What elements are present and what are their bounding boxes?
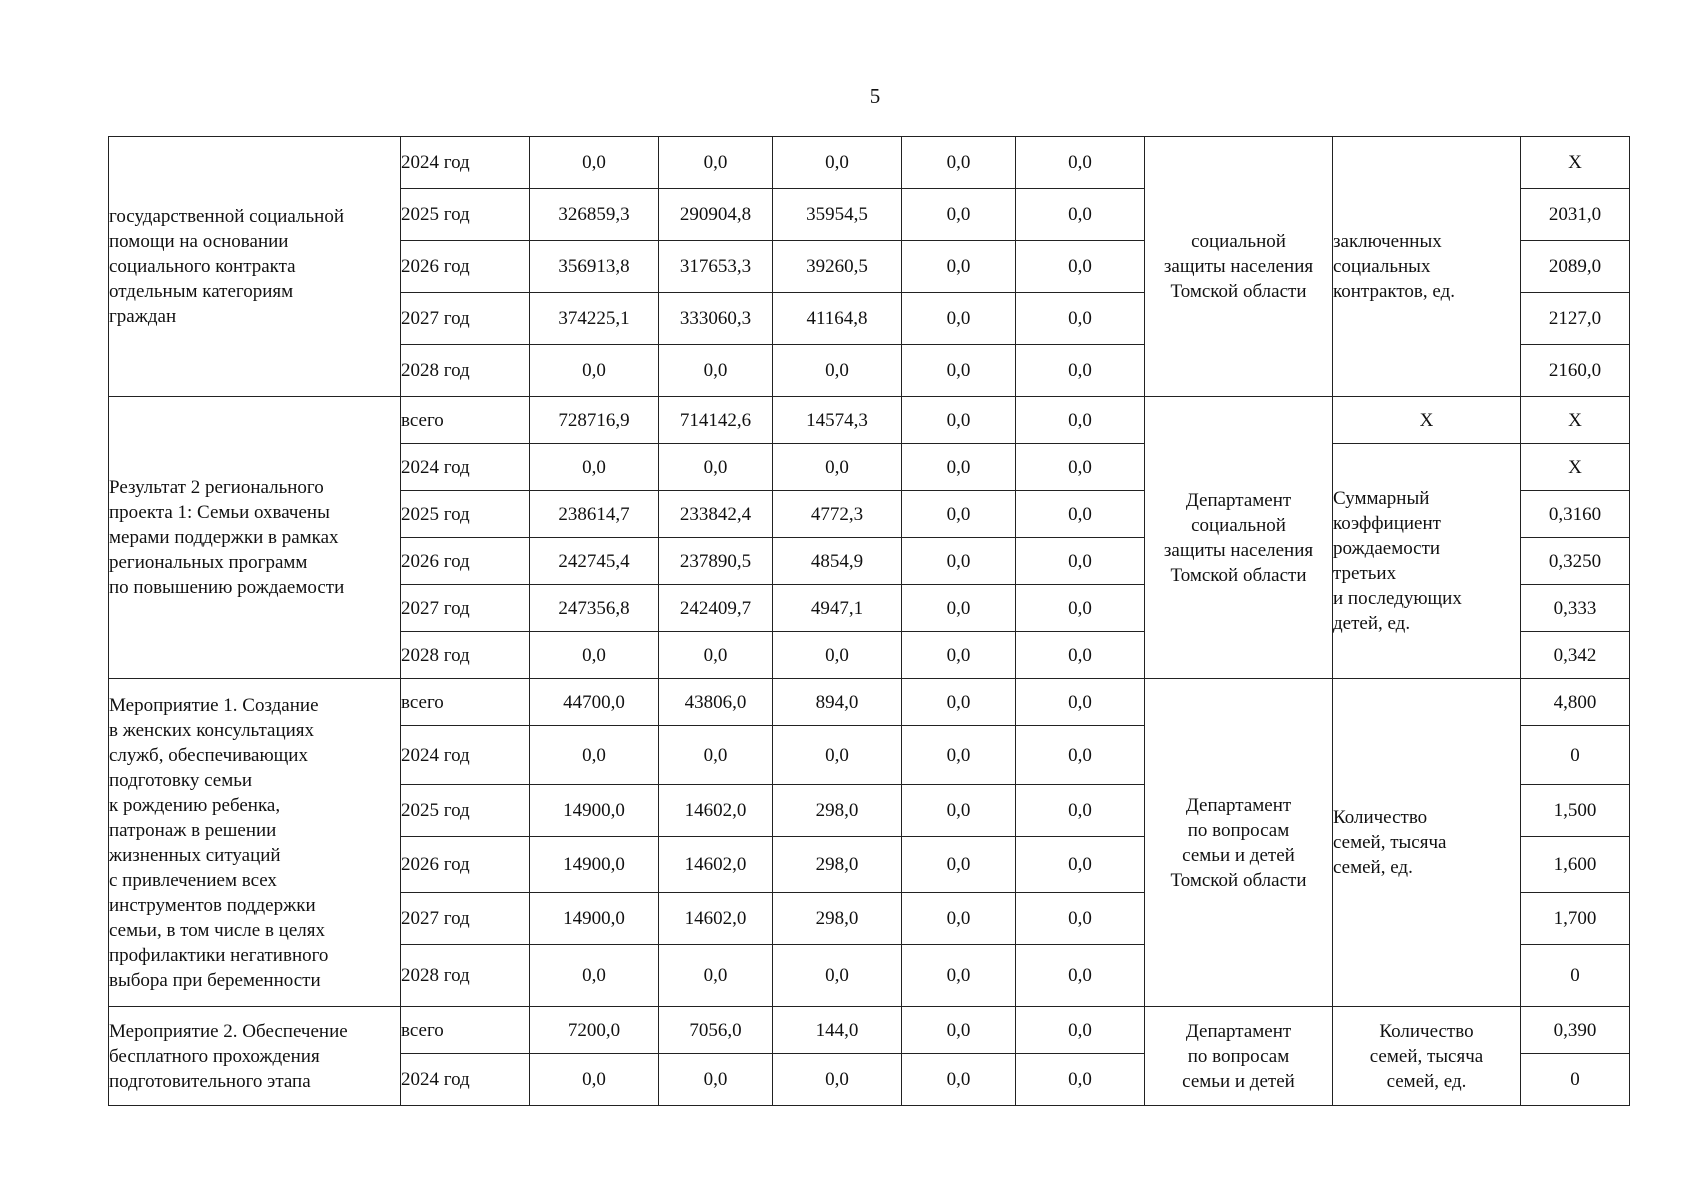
amount-cell-2: 242409,7 [659,585,773,632]
target-value-cell: 1,500 [1521,785,1630,837]
text-line: рождаемости [1333,538,1441,559]
text-line: Томской области [1170,869,1307,891]
period-cell: всего [401,1007,530,1054]
target-value-cell: 0,390 [1521,1007,1630,1054]
amount-cell-3: 0,0 [773,726,902,785]
amount-cell-4: 0,0 [902,632,1016,679]
text-line: Мероприятие 1. Создание [109,694,319,716]
amount-cell-3: 4947,1 [773,585,902,632]
amount-cell-5: 0,0 [1016,538,1145,585]
amount-cell-2: 14602,0 [659,893,773,945]
target-value-cell: 0,3160 [1521,491,1630,538]
amount-cell-1: 326859,3 [530,189,659,241]
indicator-name [1333,137,1521,397]
text-line: Департамент [1185,1020,1292,1042]
target-value-cell: 2089,0 [1521,241,1630,293]
amount-cell-1: 0,0 [530,444,659,491]
amount-cell-1: 356913,8 [530,241,659,293]
text-line: семей, ед. [1386,1070,1467,1092]
text-line: профилактики негативного [109,944,329,966]
period-cell: 2026 год [401,241,530,293]
text-line: контрактов, ед. [1333,281,1456,302]
amount-cell-5: 0,0 [1016,585,1145,632]
period-cell: всего [401,397,530,444]
amount-cell-4: 0,0 [902,679,1016,726]
table-row [109,137,1630,189]
amount-cell-2: 317653,3 [659,241,773,293]
target-value-cell: 2127,0 [1521,293,1630,345]
target-value-cell: 0 [1521,726,1630,785]
text-line: социальной [1191,514,1286,536]
amount-cell-2: 290904,8 [659,189,773,241]
text-line: семьи и детей [1182,844,1295,866]
period-cell: 2028 год [401,345,530,397]
text-line: детей, ед. [1333,613,1411,634]
amount-cell-1: 0,0 [530,1054,659,1106]
amount-cell-3: 4854,9 [773,538,902,585]
responsible-executor [1145,137,1333,397]
amount-cell-1: 0,0 [530,345,659,397]
text-line: с привлечением всех [109,869,277,891]
amount-cell-4: 0,0 [902,345,1016,397]
amount-cell-5: 0,0 [1016,679,1145,726]
target-value-cell: 0,333 [1521,585,1630,632]
amount-cell-5: 0,0 [1016,945,1145,1007]
amount-cell-1: 44700,0 [530,679,659,726]
amount-cell-1: 7200,0 [530,1007,659,1054]
amount-cell-4: 0,0 [902,397,1016,444]
amount-cell-2: 0,0 [659,945,773,1007]
text-line: Департамент [1185,794,1292,816]
amount-cell-1: 728716,9 [530,397,659,444]
text-line: подготовительного этапа [109,1070,311,1092]
amount-cell-2: 0,0 [659,726,773,785]
amount-cell-2: 14602,0 [659,785,773,837]
text-line: защиты населения [1163,256,1314,277]
amount-cell-4: 0,0 [902,585,1016,632]
table-row [109,1007,1630,1054]
target-value-cell: 2031,0 [1521,189,1630,241]
responsible-executor [1145,1007,1333,1106]
target-value-cell: 0 [1521,1054,1630,1106]
period-cell: 2026 год [401,538,530,585]
text-line: патронаж в решении [109,819,277,841]
target-value-cell: X [1521,137,1630,189]
amount-cell-5: 0,0 [1016,491,1145,538]
amount-cell-4: 0,0 [902,293,1016,345]
text-line: выбора при беременности [109,969,321,991]
amount-cell-2: 14602,0 [659,837,773,893]
amount-cell-4: 0,0 [902,726,1016,785]
text-line: проекта 1: Семьи охвачены [109,502,330,523]
text-line: Количество [1333,807,1428,828]
measure-description [109,679,401,1007]
text-line: жизненных ситуаций [109,844,281,866]
target-value-cell: 0,342 [1521,632,1630,679]
target-value-cell: 0 [1521,945,1630,1007]
amount-cell-4: 0,0 [902,1007,1016,1054]
amount-cell-3: 0,0 [773,137,902,189]
indicator-total: X [1333,397,1521,444]
amount-cell-4: 0,0 [902,1054,1016,1106]
amount-cell-3: 298,0 [773,837,902,893]
table-row [109,397,1630,444]
amount-cell-3: 4772,3 [773,491,902,538]
amount-cell-2: 714142,6 [659,397,773,444]
amount-cell-4: 0,0 [902,241,1016,293]
text-line: и последующих [1333,588,1462,609]
text-line: по повышению рождаемости [109,577,345,598]
amount-cell-3: 298,0 [773,893,902,945]
amount-cell-5: 0,0 [1016,632,1145,679]
text-line: социальных [1333,256,1431,277]
amount-cell-1: 14900,0 [530,893,659,945]
text-line: защиты населения [1163,539,1314,561]
amount-cell-4: 0,0 [902,189,1016,241]
text-line: граждан [109,306,177,327]
amount-cell-2: 233842,4 [659,491,773,538]
amount-cell-2: 43806,0 [659,679,773,726]
amount-cell-5: 0,0 [1016,137,1145,189]
responsible-executor [1145,397,1333,679]
amount-cell-4: 0,0 [902,945,1016,1007]
text-line: семей, тысяча [1333,832,1447,853]
amount-cell-1: 242745,4 [530,538,659,585]
period-cell: 2026 год [401,837,530,893]
amount-cell-3: 144,0 [773,1007,902,1054]
amount-cell-3: 0,0 [773,1054,902,1106]
amount-cell-3: 0,0 [773,945,902,1007]
amount-cell-5: 0,0 [1016,444,1145,491]
text-line: коэффициент [1333,513,1441,534]
amount-cell-5: 0,0 [1016,726,1145,785]
indicator-name [1333,444,1521,679]
amount-cell-2: 0,0 [659,137,773,189]
page-number: 5 [869,84,881,108]
text-line: семьи и детей [1182,1070,1295,1092]
text-line: Томской области [1170,281,1307,302]
amount-cell-2: 237890,5 [659,538,773,585]
text-line: социального контракта [109,256,296,277]
amount-cell-5: 0,0 [1016,893,1145,945]
amount-cell-5: 0,0 [1016,1007,1145,1054]
period-cell: 2024 год [401,137,530,189]
period-cell: 2025 год [401,785,530,837]
text-line: заключенных [1333,231,1442,252]
amount-cell-2: 0,0 [659,632,773,679]
amount-cell-4: 0,0 [902,538,1016,585]
text-line: семей, тысяча [1369,1045,1484,1067]
text-line: Результат 2 регионального [109,477,324,498]
amount-cell-2: 0,0 [659,345,773,397]
indicator-name [1333,679,1521,1007]
amount-cell-3: 0,0 [773,444,902,491]
amount-cell-1: 374225,1 [530,293,659,345]
amount-cell-5: 0,0 [1016,293,1145,345]
responsible-executor [1145,679,1333,1007]
indicator-name [1333,1007,1521,1106]
target-value-cell: X [1521,444,1630,491]
table-row [109,679,1630,726]
text-line: третьих [1333,563,1397,584]
amount-cell-1: 0,0 [530,726,659,785]
text-line: служб, обеспечивающих [109,744,308,766]
text-line: семьи, в том числе в целях [109,919,326,941]
period-cell: 2027 год [401,293,530,345]
target-value-cell: 1,700 [1521,893,1630,945]
amount-cell-5: 0,0 [1016,241,1145,293]
amount-cell-2: 333060,3 [659,293,773,345]
amount-cell-5: 0,0 [1016,345,1145,397]
text-line: к рождению ребенка, [109,794,281,816]
measure-description [109,1007,401,1106]
text-line: по вопросам [1187,1045,1290,1067]
amount-cell-3: 298,0 [773,785,902,837]
text-line: Мероприятие 2. Обеспечение [109,1020,348,1042]
text-line: региональных программ [109,552,308,573]
amount-cell-3: 41164,8 [773,293,902,345]
period-cell: 2024 год [401,1054,530,1106]
amount-cell-3: 14574,3 [773,397,902,444]
text-line: помощи на основании [109,231,289,252]
amount-cell-5: 0,0 [1016,1054,1145,1106]
text-line: семей, ед. [1333,857,1413,878]
measure-description [109,137,401,397]
target-value-cell: X [1521,397,1630,444]
text-line: подготовку семьи [109,769,253,791]
text-line: государственной социальной [109,206,345,227]
amount-cell-2: 7056,0 [659,1007,773,1054]
amount-cell-1: 0,0 [530,945,659,1007]
text-line: по вопросам [1187,819,1290,841]
amount-cell-4: 0,0 [902,785,1016,837]
amount-cell-2: 0,0 [659,444,773,491]
text-line: Томской области [1170,564,1307,586]
amount-cell-5: 0,0 [1016,189,1145,241]
amount-cell-5: 0,0 [1016,837,1145,893]
amount-cell-1: 0,0 [530,632,659,679]
amount-cell-4: 0,0 [902,137,1016,189]
amount-cell-3: 35954,5 [773,189,902,241]
amount-cell-1: 238614,7 [530,491,659,538]
text-line: социальной [1191,231,1286,252]
period-cell: 2028 год [401,945,530,1007]
amount-cell-3: 0,0 [773,345,902,397]
amount-cell-3: 0,0 [773,632,902,679]
amount-cell-1: 0,0 [530,137,659,189]
period-cell: 2024 год [401,444,530,491]
amount-cell-3: 894,0 [773,679,902,726]
amount-cell-5: 0,0 [1016,397,1145,444]
amount-cell-4: 0,0 [902,893,1016,945]
period-cell: 2027 год [401,585,530,632]
text-line: Суммарный [1333,488,1430,509]
period-cell: 2027 год [401,893,530,945]
text-line: мерами поддержки в рамках [109,527,339,548]
amount-cell-3: 39260,5 [773,241,902,293]
program-table [108,136,1630,1106]
amount-cell-1: 247356,8 [530,585,659,632]
amount-cell-4: 0,0 [902,444,1016,491]
text-line: в женских консультациях [109,719,315,741]
amount-cell-5: 0,0 [1016,785,1145,837]
period-cell: 2024 год [401,726,530,785]
amount-cell-2: 0,0 [659,1054,773,1106]
text-line: бесплатного прохождения [109,1045,320,1067]
measure-description [109,397,401,679]
target-value-cell: 0,3250 [1521,538,1630,585]
period-cell: всего [401,679,530,726]
text-line: отдельным категориям [109,281,294,302]
target-value-cell: 4,800 [1521,679,1630,726]
period-cell: 2025 год [401,491,530,538]
amount-cell-1: 14900,0 [530,837,659,893]
text-line: инструментов поддержки [109,894,316,916]
period-cell: 2025 год [401,189,530,241]
text-line: Количество [1379,1020,1474,1042]
target-value-cell: 2160,0 [1521,345,1630,397]
amount-cell-4: 0,0 [902,837,1016,893]
target-value-cell: 1,600 [1521,837,1630,893]
text-line: Департамент [1185,489,1292,511]
period-cell: 2028 год [401,632,530,679]
amount-cell-1: 14900,0 [530,785,659,837]
amount-cell-4: 0,0 [902,491,1016,538]
